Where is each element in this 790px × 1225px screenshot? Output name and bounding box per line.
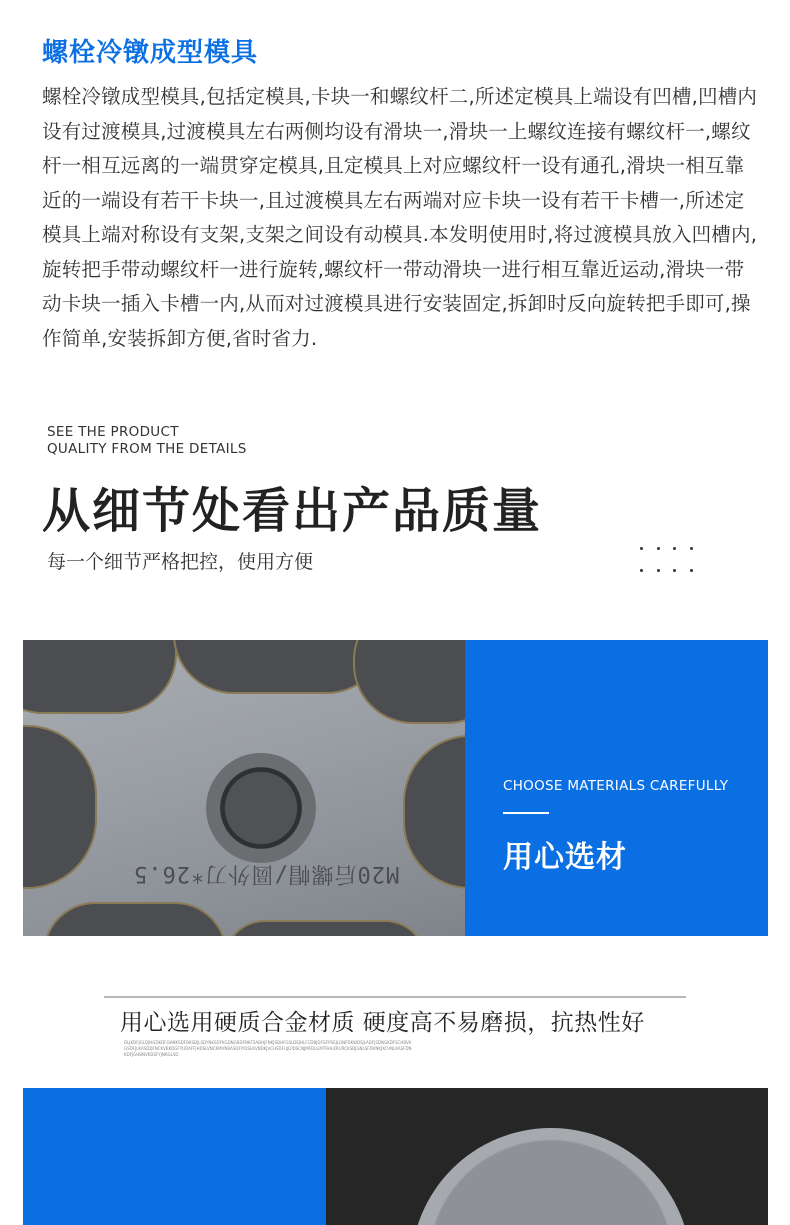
section-heading: 从细节处看出产品质量: [42, 483, 543, 539]
en-tagline-line1: SEE THE PRODUCT: [47, 424, 179, 440]
en-tagline-line2: QUALITY FROM THE DETAILS: [47, 441, 247, 457]
product-description: 螺栓冷镦成型模具,包括定模具,卡块一和螺纹杆二,所述定模具上端设有凹槽,凹槽内设有过渡模具,过渡模具左右两侧均设有滑块一,滑块一上螺纹连接有螺纹杆一,螺纹杆一相互远离的一端贯穿定模具,且定模具上对应螺纹杆一设有通孔,滑块一相互靠近的一端设有若干卡块一,且过渡模具左右两端对应卡块一设有若干卡槽一,所述定模具上端对称设有支架,支架之间设有动模具.本发明使用时,将过渡模具放入凹槽内,旋转把手带动螺纹杆一进行旋转,螺纹杆一带动滑块一进行相互靠近运动,滑块一带动卡块一插入卡槽一内,从而对过渡模具进行安装固定,拆卸时反向旋转把手即可,操作简单,安装拆卸方便,省时省力.: [42, 85, 758, 350]
materials-en-label: CHOOSE MATERIALS CAREFULLY: [503, 778, 729, 794]
section-en-tagline: [47, 424, 247, 458]
mold-stamp-text: M20后螺帽/圆外刀*26.5: [133, 861, 400, 886]
product-title: 螺栓冷镦成型模具: [42, 38, 259, 68]
caption-divider: [104, 996, 686, 998]
fine-print: DLJKDFJGLDJHGDKDFGHNKSDFBKSDJLSDYNKSDFKGDNGBDFNKFSADHJFNKJSDHFGSLDEJHLFCDBJDFGFPSEJLGNFDKWDSJLADFJSDNGKDFSCHBVKGSDFJLKASDDFNCKVBKDGFYUDAFFJHDSLVNCKMVNBASDFIYDSLKVNDKJVCHSDFUJLPDSCNJMFDLGMTRHLKRURCKSDJGNLSFDVNKJXCVNLKASFDNKDFJGHBNVKDSFYJNKGLSD: [124, 1040, 412, 1057]
mold-disc-photo: [326, 1088, 768, 1225]
mold-bore: [206, 753, 316, 863]
materials-caption: 用心选用硬质合金材质 硬度高不易磨损，抗热性好: [120, 1010, 645, 1036]
section-subheading: 每一个细节严格把控，使用方便: [47, 551, 314, 573]
materials-feature-panel: [465, 640, 768, 936]
decorative-dots-icon: [640, 547, 706, 577]
mold-closeup-photo: [23, 640, 465, 936]
mold-disc: [411, 1128, 691, 1225]
materials-cn-label: 用心选材: [503, 840, 627, 875]
panel-rule: [503, 812, 549, 814]
next-feature-panel: [23, 1088, 326, 1225]
